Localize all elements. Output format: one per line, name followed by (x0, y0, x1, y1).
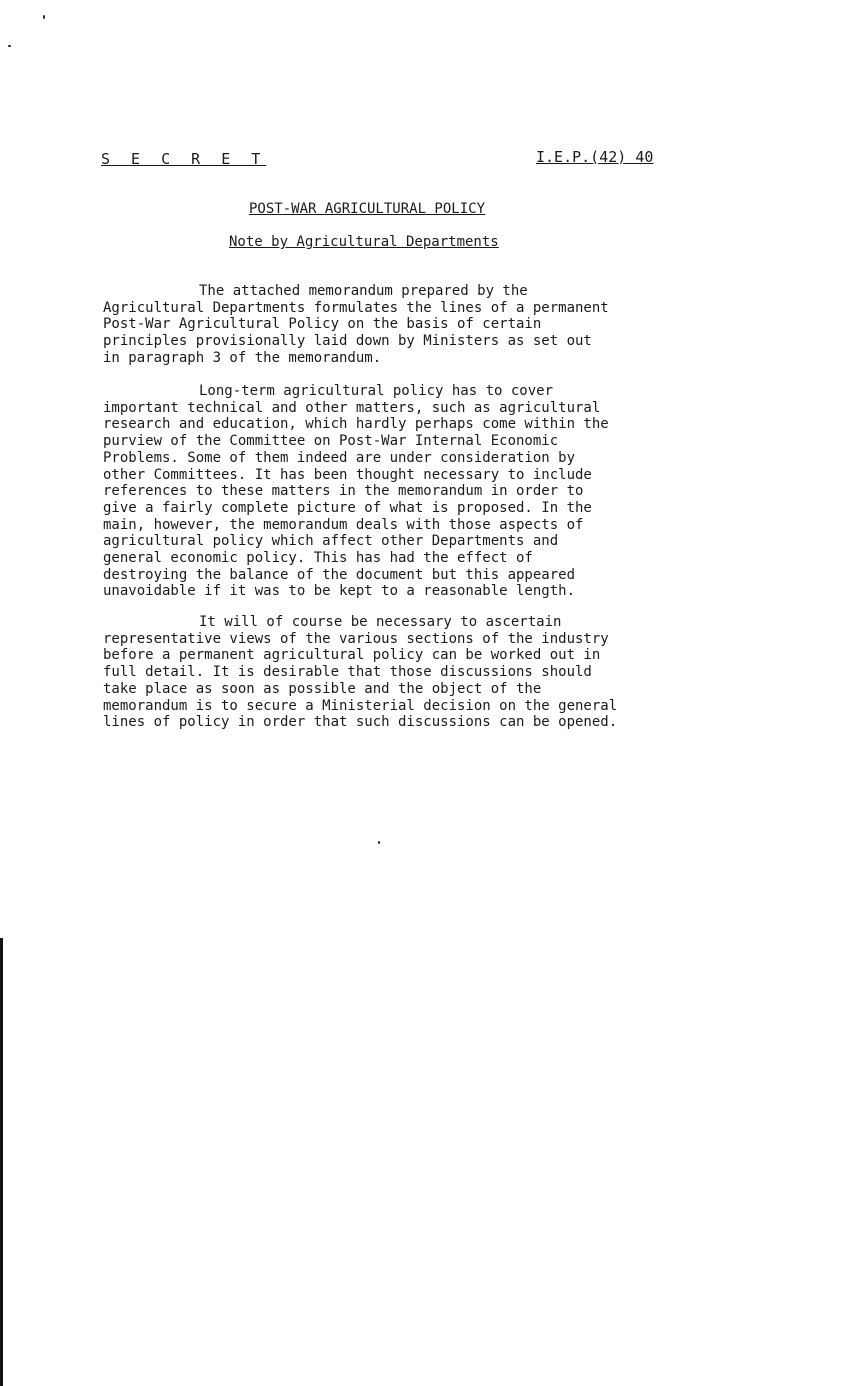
text-line: other Committees. It has been thought necessary to include (103, 466, 592, 483)
text-line: It will of course be necessary to ascertain (199, 614, 562, 630)
text-line: Problems. Some of them indeed are under consideration by (103, 449, 576, 466)
security-classification: S E C R E T (101, 150, 267, 168)
text-line: important technical and other matters, such as agricultural (103, 399, 601, 416)
text-line: before a permanent agricultural policy can be worked out in (103, 647, 601, 664)
document-subtitle: Note by Agricultural Departments (229, 234, 499, 250)
text-line: agricultural policy which affect other Departments and (103, 533, 559, 550)
text-line: Long-term agricultural policy has to cover (199, 383, 554, 399)
scan-speck (43, 15, 45, 19)
text-line: in paragraph 3 of the memorandum. (103, 349, 382, 366)
text-line: take place as soon as possible and the object of the (103, 680, 542, 697)
text-line: unavoidable if it was to be kept to a reasonable length. (103, 583, 576, 600)
document-title: POST-WAR AGRICULTURAL POLICY (249, 201, 486, 217)
text-line: lines of policy in order that such discussions can be opened. (103, 714, 618, 731)
paragraph-1 (103, 283, 609, 367)
text-line: representative views of the various sections of the industry (103, 630, 609, 647)
text-line: give a fairly complete picture of what is proposed. In the (103, 499, 592, 516)
text-line: Agricultural Departments formulates the lines of a permanent (103, 299, 609, 316)
text-line: references to these matters in the memorandum in order to (103, 483, 584, 500)
text-line: research and education, which hardly perhaps come within the (103, 416, 609, 433)
scan-speck (378, 841, 380, 844)
text-line: principles provisionally laid down by Ministers as set out (103, 333, 592, 350)
text-line: main, however, the memorandum deals with those aspects of (103, 516, 584, 533)
text-line: general economic policy. This has had the effect of (103, 550, 533, 567)
scan-edge-bar (0, 938, 3, 1386)
text-line: memorandum is to secure a Ministerial decision on the general (103, 697, 618, 714)
scan-speck (8, 45, 11, 47)
text-line: destroying the balance of the document but this appeared (103, 566, 576, 583)
text-line: Post-War Agricultural Policy on the basis of certain (103, 316, 542, 333)
text-line: purview of the Committee on Post-War Internal Economic (103, 433, 559, 450)
paragraph-2 (103, 383, 609, 600)
document-reference: I.E.P.(42) 40 (536, 148, 654, 166)
text-line: The attached memorandum prepared by the (199, 283, 528, 299)
paragraph-3 (103, 614, 617, 731)
text-line: full detail. It is desirable that those discussions should (103, 664, 592, 681)
